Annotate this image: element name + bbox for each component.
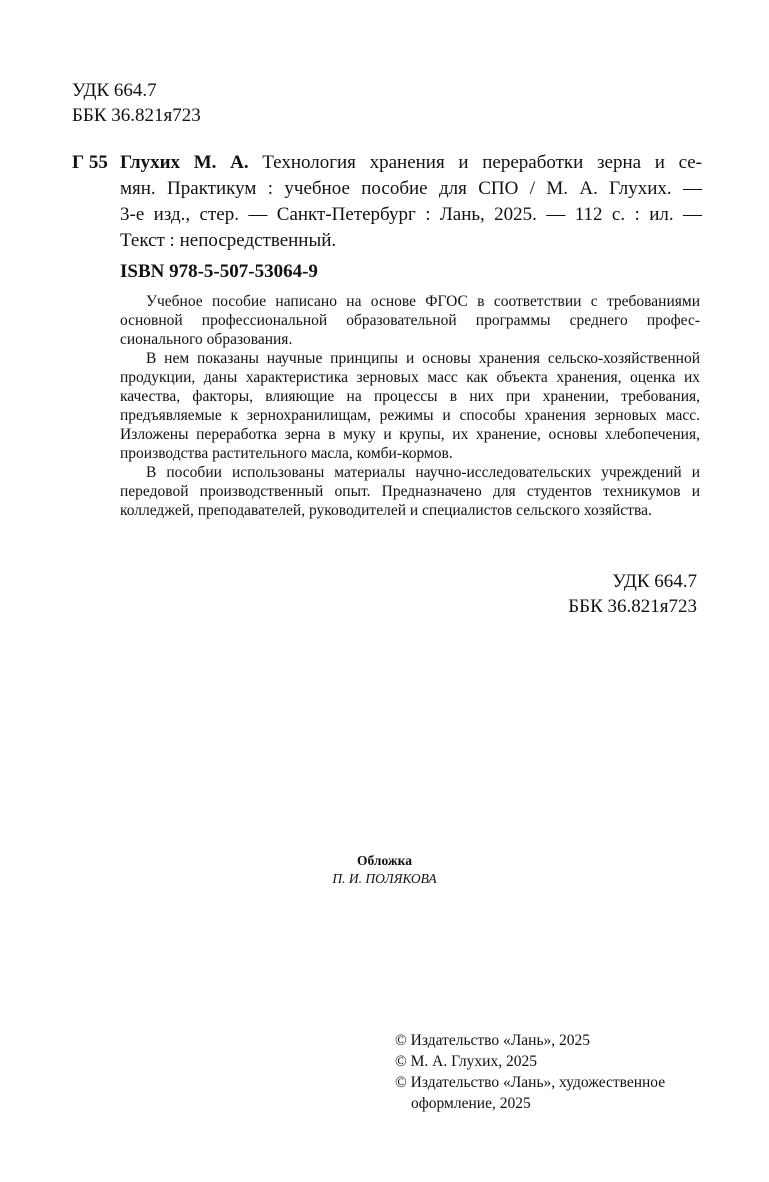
copyright-line: © М. А. Глухих, 2025 bbox=[395, 1053, 537, 1070]
bbk-code: ББК 36.821я723 bbox=[568, 596, 697, 617]
annotation-paragraph: В пособии использованы материалы научно-исследовательских учреждений и передовой производственный опыт. Предназначено для студентов техникумов и колледжей, преподавателей, руководителей и специалистов сельского хозяйства. bbox=[120, 464, 700, 519]
udk-code: УДК 664.7 bbox=[612, 571, 697, 592]
entry-line-1 bbox=[120, 150, 702, 176]
cover-credit bbox=[0, 852, 769, 888]
entry-line-4: Текст : непосредственный. bbox=[120, 230, 337, 251]
classification-block-bottom bbox=[568, 569, 697, 619]
copyright-block bbox=[395, 1030, 715, 1114]
annotation-paragraph: Учебное пособие написано на основе ФГОС в соответствии с требованиями основной профессиональной образовательной программы среднего профес-сионального образования. bbox=[120, 293, 700, 348]
author-mark: Г 55 bbox=[72, 152, 108, 173]
bibliographic-entry bbox=[72, 150, 702, 254]
entry-line-3: 3-е изд., стер. — Санкт-Петербург : Лань, 2025. — 112 с. : ил. — bbox=[120, 204, 702, 225]
author-name: Глухих М. А. bbox=[120, 152, 249, 173]
title-start: Технология хранения и переработки зерна и се- bbox=[248, 152, 702, 173]
entry-line-2: мян. Практикум : учебное пособие для СПО / М. А. Глухих. — bbox=[120, 178, 702, 199]
annotation-paragraph: В нем показаны научные принципы и основы хранения сельско-хозяйственной продукции, даны характеристика зерновых масс как объекта хранения, оценка их качества, факторы, влияющие на процессы в них при хранении, требования, предъявляемые к зернохранилищам, режимы и способы хранения зерновых масс. Изложены переработка зерна в муку и крупы, их хранение, основы хлебопечения, производства растительного масла, комби-кормов. bbox=[120, 350, 700, 462]
udk-code: УДК 664.7 bbox=[72, 80, 157, 101]
annotation bbox=[120, 292, 700, 520]
isbn: ISBN 978-5-507-53064-9 bbox=[120, 261, 318, 282]
cover-designer: П. И. ПОЛЯКОВА bbox=[332, 871, 437, 886]
copyright-line: © Издательство «Лань», художественное оформление, 2025 bbox=[395, 1074, 666, 1112]
cover-label: Обложка bbox=[356, 853, 412, 868]
bbk-code: ББК 36.821я723 bbox=[72, 105, 201, 126]
copyright-line: © Издательство «Лань», 2025 bbox=[395, 1032, 591, 1049]
classification-block-top bbox=[72, 78, 201, 128]
bibliographic-description bbox=[120, 150, 702, 254]
